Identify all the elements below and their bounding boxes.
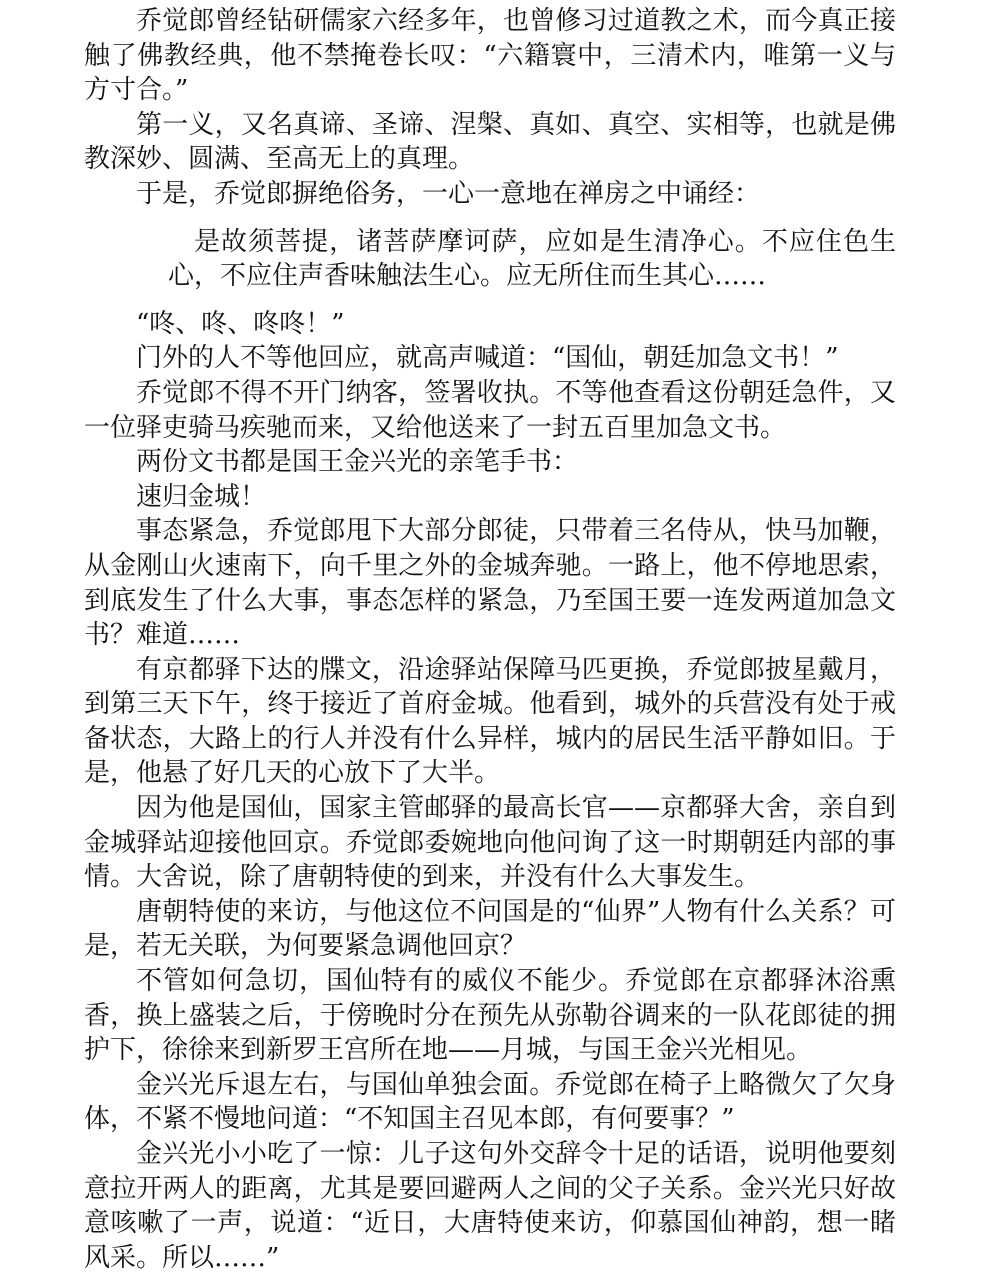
- paragraph-5: 门外的人不等他回应，就高声喊道：“国仙，朝廷加急文书！”: [136, 343, 839, 374]
- paragraph-1: 乔觉郎曾经钻研儒家六经多年，也曾修习过道教之术，而今真正接触了佛教经典，他不禁掩卷长叹：“六籍寰中，三清术内，唯第一义与方寸合。”: [84, 6, 896, 106]
- paragraph-7: 两份文书都是国王金兴光的亲笔手书：: [136, 447, 579, 478]
- paragraph-12: 唐朝特使的来访，与他这位不问国是的“仙界”人物有什么关系？可是，若无关联，为何要紧急调他回京？: [84, 896, 896, 962]
- paragraph-15: 金兴光小小吃了一惊：儿子这句外交辞令十足的话语，说明他要刻意拉开两人的距离，尤其是要回避两人之间的父子关系。金兴光只好故意咳嗽了一声，说道：“近日，大唐特使来访，仰慕国仙神韵，想一睹风采。所以……”: [84, 1139, 896, 1273]
- document-page: [84, 4, 896, 1275]
- paragraph-14: 金兴光斥退左右，与国仙单独会面。乔觉郎在椅子上略微欠了欠身体，不紧不慢地问道：“不知国主召见本郎，有何要事？”: [84, 1069, 896, 1135]
- paragraph-4: “咚、咚、咚咚！”: [136, 308, 345, 339]
- paragraph-2: 第一义，又名真谛、圣谛、涅槃、真如、真空、实相等，也就是佛教深妙、圆满、至高无上的真理。: [84, 109, 896, 175]
- paragraph-11: 因为他是国仙，国家主管邮驿的最高长官——京都驿大舍，亲自到金城驿站迎接他回京。乔觉郎委婉地向他问询了这一时期朝廷内部的事情。大舍说，除了唐朝特使的到来，并没有什么大事发生。: [84, 793, 896, 893]
- paragraph-9: 事态紧急，乔觉郎甩下大部分郎徒，只带着三名侍从，快马加鞭，从金刚山火速南下，向千里之外的金城奔驰。一路上，他不停地思索，到底发生了什么大事，事态怎样的紧急，乃至国王要一连发两道加急文书？难道……: [84, 516, 896, 651]
- paragraph-3: 于是，乔觉郎摒绝俗务，一心一意地在禅房之中诵经：: [136, 178, 761, 209]
- paragraph-13: 不管如何急切，国仙特有的威仪不能少。乔觉郎在京都驿沐浴熏香，换上盛装之后，于傍晚时分在预先从弥勒谷调来的一队花郎徒的拥护下，徐徐来到新罗王宫所在地——月城，与国王金兴光相见。: [84, 966, 896, 1066]
- paragraph-10: 有京都驿下达的牒文，沿途驿站保障马匹更换，乔觉郎披星戴月，到第三天下午，终于接近了首府金城。他看到，城外的兵营没有处于戒备状态，大路上的行人并没有什么异样，城内的居民生活平静如旧。于是，他悬了好几天的心放下了大半。: [84, 654, 896, 789]
- sutra-quote: 是故须菩提，诸菩萨摩诃萨，应如是生清净心。不应住色生心，不应住声香味触法生心。应无所住而生其心……: [168, 226, 896, 292]
- paragraph-6: 乔觉郎不得不开门纳客，签署收执。不等他查看这份朝廷急件，又一位驿吏骑马疾驰而来，又给他送来了一封五百里加急文书。: [84, 377, 896, 443]
- paragraph-8: 速归金城！: [136, 481, 267, 512]
